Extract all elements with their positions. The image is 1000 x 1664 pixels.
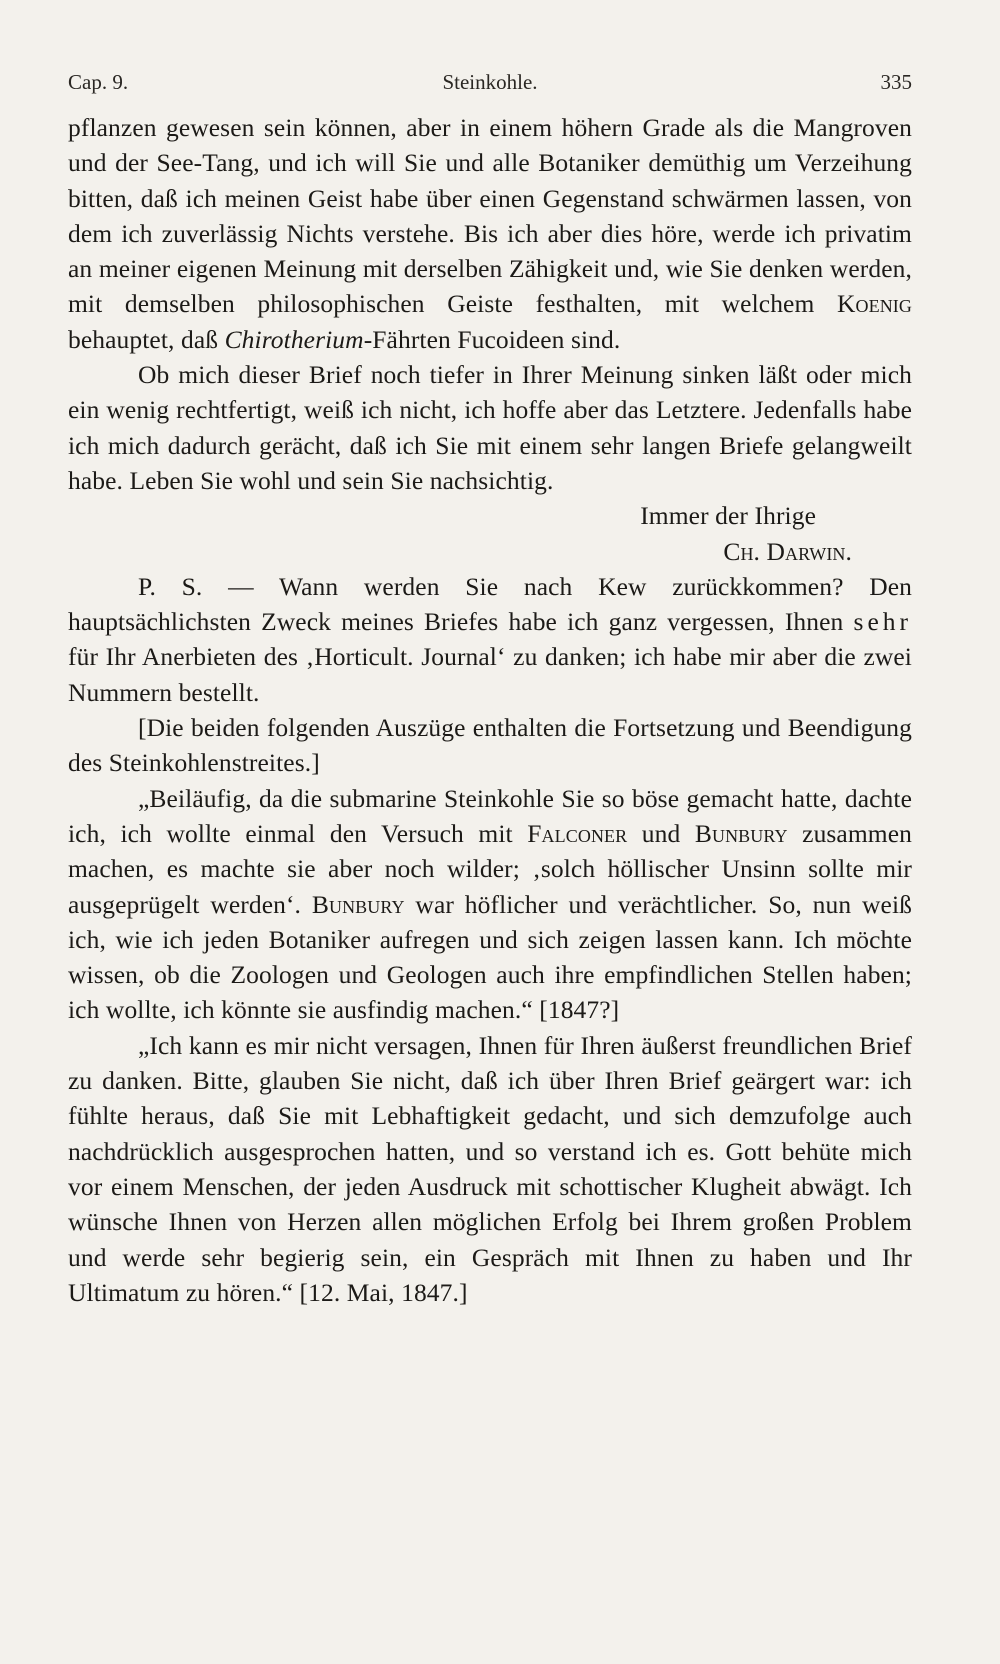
running-header — [68, 70, 912, 110]
text-run: pflanzen gewesen sein können, aber in einem höhern Grade als die Mangroven und der See-Tang, und ich will Sie und alle Botaniker demüthig um Verzeihung bitten, daß ich meinen Geist habe über einen Gegenstand schwärmen lassen, von dem ich zuverlässig Nichts verstehe. Bis ich aber dies höre, werde ich privatim an meiner eigenen Meinung mit derselben Zähigkeit und, wie Sie denken werden, mit demselben philosophischen Geiste festhalten, mit welchem — [68, 113, 912, 319]
text-run: „Beiläufig, da die submarine Steinkohle Sie so böse gemacht hatte, dachte ich, ich wollte einmal den Versuch mit — [68, 783, 912, 848]
extract-may-1847: „Ich kann es mir nicht versagen, Ihnen für Ihren äußerst freundlichen Brief zu danken. Bitte, glauben Sie nicht, daß ich über Ihren Brief geärgert war: ich fühlte heraus, daß Sie mit Lebhaftigkeit gedacht, und sich demzufolge auch nachdrücklich ausgesprochen hatten, und so verstand ich es. Gott behüte mich vor einem Menschen, der jeden Ausdruck mit schottischer Klugheit abwägt. Ich wünsche Ihnen von Herzen allen möglichen Erfolg bei Ihrem großen Problem und werde sehr begierig sein, ein Gespräch mit Ihnen zu haben und Ihr Ultimatum zu hören.“ [12. Mai, 1847.] — [68, 1030, 912, 1307]
name-koenig: Koenig — [836, 289, 912, 319]
text-run: zusammen machen, es machte sie aber noch wilder; ‚solch höllischer Unsinn sollte mir ausgeprügelt werden‘. — [68, 818, 912, 919]
text-run: behauptet, daß — [68, 324, 225, 354]
text-run: war höflicher und verächtlicher. So, nun weiß ich, wie ich jeden Botaniker aufregen und sich zeigen lassen kann. Ich möchte wissen, ob die Zoologen und Geologen auch ihre empfindlichen Stellen haben; ich wollte, ich könnte sie ausfindig machen.“ [1847?] — [68, 889, 912, 1025]
term-chirotherium: Chirotherium — [224, 324, 364, 354]
chapter-label: Cap. 9. — [68, 70, 129, 94]
name-bunbury: Bunbury — [694, 818, 788, 848]
valediction: Immer der Ihrige — [640, 501, 816, 531]
text-run: und — [627, 818, 695, 848]
letter-closing — [68, 498, 912, 569]
signature: Ch. Darwin. — [723, 536, 852, 566]
paragraph-letter-close: Ob mich dieser Brief noch tiefer in Ihrer Meinung sinken läßt oder mich ein wenig rechtfertigt, weiß ich nicht, ich hoffe aber das Letztere. Jedenfalls habe ich mich dadurch gerächt, daß ich Sie mit einem sehr langen Briefe gelangweilt habe. Leben Sie wohl und sein Sie nachsichtig. — [68, 360, 912, 495]
postscript — [68, 569, 912, 710]
paragraph-continuation — [68, 110, 912, 357]
text-run: -Fährten Fucoideen sind. — [363, 324, 621, 354]
name-bunbury: Bunbury — [311, 889, 405, 919]
text-run: P. S. — Wann werden Sie nach Kew zurückkommen? Den hauptsächlichsten Zweck meines Briefes habe ich ganz vergessen, Ihnen — [68, 571, 912, 637]
editorial-note: [Die beiden folgenden Auszüge enthalten die Fortsetzung und Beendigung des Steinkohlenstreites.] — [68, 713, 912, 778]
extract-1847 — [68, 781, 912, 1028]
name-falconer: Falconer — [527, 818, 628, 848]
text-run: für Ihr Anerbieten des ‚Horticult. Journal‘ zu danken; ich habe mir aber die zwei Nummern bestellt. — [68, 642, 912, 707]
page-number: 335 — [880, 70, 912, 94]
emphasis-sehr: sehr — [853, 607, 912, 637]
page-body — [68, 110, 912, 1310]
running-title: Steinkohle. — [442, 70, 538, 94]
